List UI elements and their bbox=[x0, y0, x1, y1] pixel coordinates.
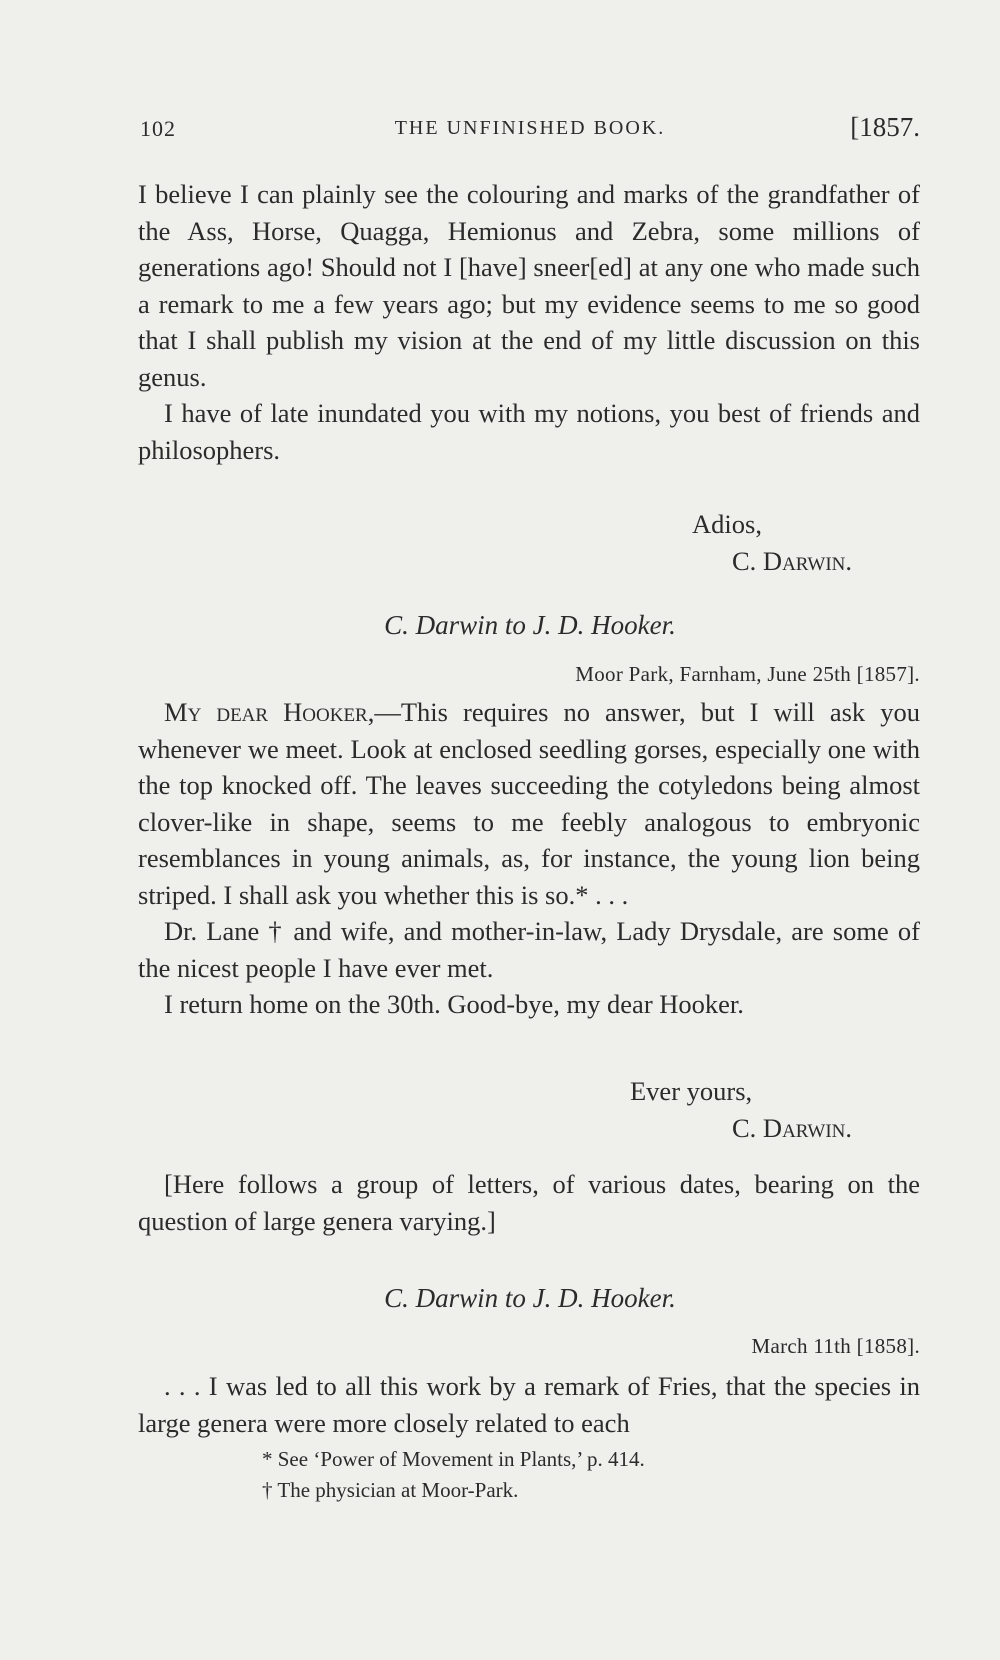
editorial-note: [Here follows a group of letters, of various dates, bearing on the question of large genera varying.] bbox=[138, 1169, 920, 1236]
footnotes bbox=[262, 1444, 645, 1506]
letter1-text bbox=[138, 176, 920, 468]
letter1-signature: C. Darwin. bbox=[732, 546, 853, 576]
letter2-signature: C. Darwin. bbox=[732, 1113, 853, 1143]
footnote-1: * See ‘Power of Movement in Plants,’ p. 414. bbox=[262, 1447, 645, 1471]
letter1-body: I believe I can plainly see the colouring and marks of the grandfather of the Ass, Horse, Quagga, Hemionus and Zebra, some millions of generations ago! Should not I [have] sneer[ed] at any one who made such a remark to me a few years ago; but my evidence seems to me so good that I shall publish my vision at the end of my little discussion on this genus. bbox=[138, 179, 920, 392]
letter3-text bbox=[138, 1368, 920, 1441]
letter2-body3: I return home on the 30th. Good-bye, my dear Hooker. bbox=[164, 989, 744, 1019]
letter2-heading: C. Darwin to J. D. Hooker. bbox=[384, 610, 676, 640]
page-number: 102 bbox=[140, 116, 176, 141]
letter2-body: —This requires no answer, but I will ask you whenever we meet. Look at enclosed seedling gorses, especially one with the top knocked off. The leaves succeeding the cotyledons being almost clover-like in shape, seems to me feebly analogous to embryonic resemblances in young animals, as, for instance, the young lion being striped. I shall ask you whether this is so.* . . . bbox=[138, 697, 920, 910]
letter3-dateline: March 11th [1858]. bbox=[751, 1334, 920, 1358]
letter3-body: . . . I was led to all this work by a remark of Fries, that the species in large genera were more closely related to each bbox=[138, 1371, 920, 1438]
letter1-body2: I have of late inundated you with my notions, you best of friends and philosophers. bbox=[138, 398, 920, 465]
header-year: [1857. bbox=[850, 112, 920, 142]
letter2-first-paragraph bbox=[138, 694, 920, 913]
letter1-closing: Adios, bbox=[692, 509, 762, 539]
letter2-closing: Ever yours, bbox=[630, 1076, 753, 1106]
letter1-signoff bbox=[140, 506, 882, 580]
footnote-2: † The physician at Moor-Park. bbox=[262, 1478, 519, 1502]
letter2-text bbox=[138, 694, 920, 1023]
letter2-salutation: My dear Hooker, bbox=[164, 697, 375, 727]
running-header bbox=[140, 112, 920, 148]
letter3-heading: C. Darwin to J. D. Hooker. bbox=[384, 1283, 676, 1313]
running-title: THE UNFINISHED BOOK. bbox=[394, 117, 666, 139]
letter2-dateline: Moor Park, Farnham, June 25th [1857]. bbox=[575, 662, 920, 686]
letter2-signoff bbox=[140, 1073, 882, 1147]
editorial-note-block bbox=[138, 1166, 920, 1239]
letter2-body2: Dr. Lane † and wife, and mother-in-law, Lady Drysdale, are some of the nicest people I have ever met. bbox=[138, 916, 920, 983]
